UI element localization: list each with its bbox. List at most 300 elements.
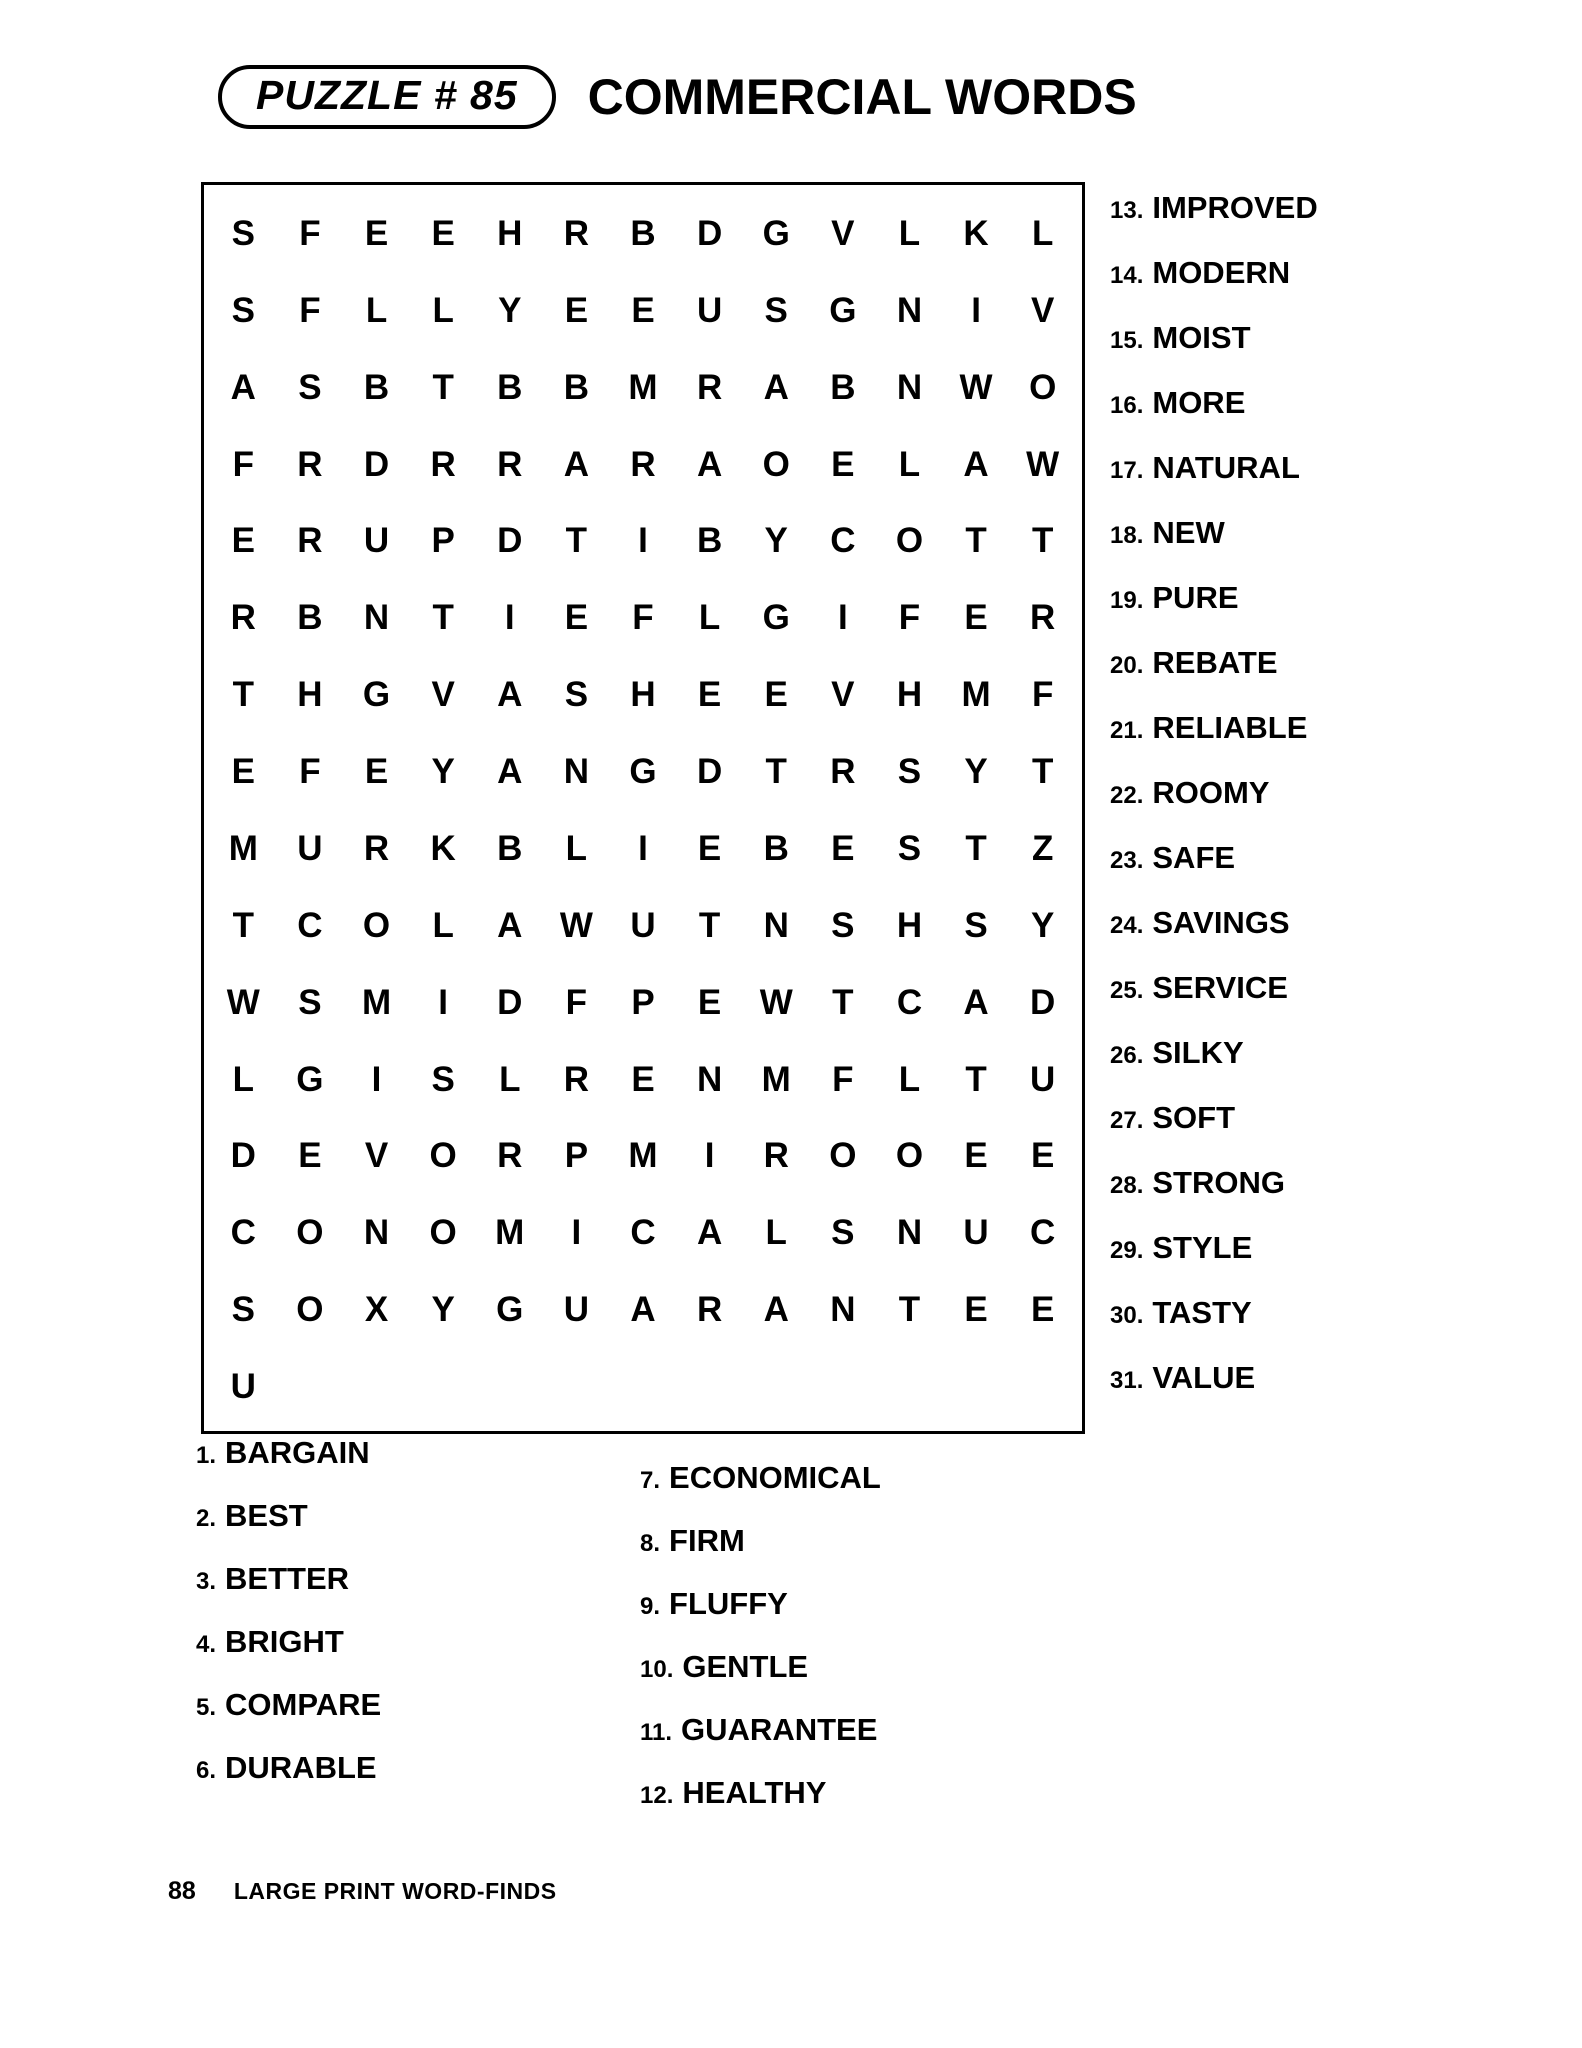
grid-letter: T — [232, 675, 254, 715]
grid-letter: U — [696, 290, 723, 330]
word-list-item — [1110, 190, 1540, 226]
word-list-item-number: 15. — [1110, 327, 1144, 354]
grid-letter: A — [497, 675, 523, 715]
word-list-item — [1110, 775, 1540, 811]
grid-letter: L — [432, 290, 454, 330]
grid-letter: T — [432, 367, 454, 407]
grid-letter: T — [1031, 521, 1054, 561]
grid-letter: M — [628, 367, 658, 407]
grid-letter: Y — [431, 1290, 455, 1330]
grid-letter: E — [831, 444, 855, 484]
grid-letter: R — [696, 367, 723, 407]
grid-letter: D — [497, 521, 523, 561]
grid-letter: E — [231, 521, 255, 561]
word-list-item-number: 28. — [1110, 1172, 1144, 1199]
word-list-item-word: BEST — [225, 1498, 308, 1533]
word-list-item-word: FIRM — [669, 1523, 745, 1558]
word-list-item — [1110, 320, 1540, 356]
grid-letter: U — [297, 828, 323, 868]
grid-letter: E — [697, 982, 722, 1022]
grid-letter: O — [429, 1213, 457, 1253]
word-list-item-word: HEALTHY — [682, 1775, 827, 1810]
grid-letter: C — [630, 1213, 656, 1253]
grid-letter: S — [897, 828, 922, 868]
grid-letter: V — [831, 675, 855, 715]
grid-letter: E — [631, 290, 655, 330]
grid-letter: G — [829, 290, 857, 330]
grid-letter: Y — [431, 752, 455, 792]
word-list-item-word: TASTY — [1152, 1295, 1252, 1330]
word-list-item-word: REBATE — [1152, 645, 1278, 680]
grid-letter: S — [831, 905, 855, 945]
word-list-item-number: 10. — [640, 1656, 674, 1683]
word-list-item — [1110, 710, 1540, 746]
grid-letter: E — [764, 675, 788, 715]
word-list-item-word: STYLE — [1152, 1230, 1253, 1265]
grid-letter: O — [1029, 367, 1057, 407]
word-list-item-word: BETTER — [225, 1561, 350, 1596]
grid-letter: R — [1030, 598, 1056, 638]
grid-letter: B — [497, 828, 523, 868]
grid-letter: B — [363, 367, 390, 407]
grid-letter: L — [765, 1213, 787, 1253]
grid-letter: N — [563, 752, 590, 792]
grid-letter: A — [763, 1290, 789, 1330]
grid-letter: C — [1030, 1213, 1056, 1253]
grid-letter: A — [963, 982, 989, 1022]
grid-letter: I — [638, 828, 648, 868]
word-list-item — [640, 1586, 1040, 1622]
grid-letter: L — [432, 905, 454, 945]
word-list-item-word: NEW — [1152, 515, 1225, 550]
grid-letter: R — [297, 444, 323, 484]
grid-letter: Y — [964, 752, 988, 792]
grid-letter: O — [762, 444, 790, 484]
grid-letter: E — [364, 752, 389, 792]
grid-letter: O — [895, 1136, 924, 1176]
word-list-item — [1110, 1035, 1540, 1071]
grid-letter: V — [831, 213, 855, 253]
word-list-item-number: 27. — [1110, 1107, 1144, 1134]
word-list-item — [1110, 580, 1540, 616]
grid-letter: S — [564, 675, 589, 715]
grid-letter: L — [898, 213, 921, 253]
grid-letter: U — [630, 905, 656, 945]
grid-letter: O — [895, 521, 924, 561]
grid-letter: D — [1030, 982, 1056, 1022]
grid-letter: A — [630, 1290, 656, 1330]
word-list-item-number: 18. — [1110, 522, 1144, 549]
grid-letter: T — [232, 905, 254, 945]
grid-letter: N — [896, 367, 923, 407]
word-search-grid-box — [201, 182, 1085, 1434]
word-list-item-word: GUARANTEE — [681, 1712, 878, 1747]
word-list-item-word: MOIST — [1152, 320, 1251, 355]
grid-letter: T — [1031, 752, 1054, 792]
word-list-item-number: 29. — [1110, 1237, 1144, 1264]
word-list-item-number: 14. — [1110, 262, 1144, 289]
grid-letter: S — [298, 367, 322, 407]
grid-letter: M — [628, 1136, 658, 1176]
grid-letter: R — [230, 598, 256, 638]
word-list-item-number: 8. — [640, 1530, 661, 1557]
word-list-item-number: 21. — [1110, 717, 1144, 744]
grid-letter: R — [363, 828, 390, 868]
grid-letter: B — [497, 367, 523, 407]
grid-letter: S — [897, 752, 922, 792]
grid-letter: S — [298, 982, 322, 1022]
grid-letter: F — [898, 598, 921, 638]
grid-letter: M — [495, 1213, 525, 1253]
grid-letter: S — [231, 1290, 255, 1330]
grid-letter: R — [630, 444, 656, 484]
grid-letter: L — [898, 1059, 921, 1099]
grid-letter: T — [565, 521, 588, 561]
page-number: 88 — [168, 1877, 196, 1905]
grid-letter: O — [296, 1290, 324, 1330]
grid-letter: K — [430, 828, 456, 868]
word-list-item-number: 6. — [196, 1757, 217, 1784]
word-list-item-number: 3. — [196, 1568, 217, 1595]
grid-letter: S — [831, 1213, 855, 1253]
grid-letter: P — [431, 521, 455, 561]
grid-letter: I — [504, 598, 515, 638]
grid-letter: P — [631, 982, 655, 1022]
word-list-item — [1110, 905, 1540, 941]
grid-letter: E — [831, 828, 855, 868]
grid-letter: T — [965, 828, 987, 868]
grid-letter: I — [438, 982, 449, 1022]
grid-letter: O — [829, 1136, 857, 1176]
grid-letter: E — [298, 1136, 322, 1176]
grid-letter: R — [563, 213, 590, 253]
grid-letter: E — [964, 1136, 988, 1176]
grid-letter: D — [230, 1136, 256, 1176]
word-list-item — [1110, 255, 1540, 291]
grid-letter: E — [697, 675, 722, 715]
grid-letter: G — [296, 1059, 324, 1099]
grid-letter: M — [761, 1059, 791, 1099]
grid-letter: R — [696, 1290, 723, 1330]
grid-letter: A — [497, 752, 523, 792]
word-list-column-right — [1110, 190, 1540, 1425]
grid-letter: R — [297, 521, 323, 561]
word-list-item-word: NATURAL — [1152, 450, 1300, 485]
word-list-item — [640, 1775, 1040, 1811]
grid-letter: A — [696, 444, 723, 484]
word-list-item-word: BARGAIN — [225, 1435, 370, 1470]
grid-letter: M — [361, 982, 392, 1022]
grid-letter: D — [696, 752, 723, 792]
grid-letter: S — [964, 905, 988, 945]
grid-letter: R — [830, 752, 856, 792]
grid-letter: B — [630, 213, 656, 253]
grid-letter: C — [896, 982, 923, 1022]
grid-letter: B — [830, 367, 856, 407]
grid-letter: I — [371, 1059, 382, 1099]
grid-letter: R — [497, 1136, 523, 1176]
word-list-item-number: 1. — [196, 1442, 217, 1469]
grid-letter: F — [1031, 675, 1054, 715]
grid-letter: S — [764, 290, 788, 330]
grid-letter: L — [898, 444, 921, 484]
grid-letter: A — [563, 444, 590, 484]
page-footer — [168, 1877, 557, 1906]
grid-letter: P — [564, 1136, 589, 1176]
grid-letter: F — [232, 444, 254, 484]
word-list-item — [640, 1523, 1040, 1559]
grid-letter: C — [830, 521, 856, 561]
word-list-item-number: 30. — [1110, 1302, 1144, 1329]
grid-letter: V — [431, 675, 455, 715]
grid-letter: E — [1031, 1290, 1055, 1330]
page-header — [0, 62, 1582, 132]
grid-letter: N — [896, 1213, 923, 1253]
grid-letter: R — [497, 444, 523, 484]
grid-letter: Y — [498, 290, 522, 330]
word-list-item-word: RELIABLE — [1152, 710, 1308, 745]
grid-letter: F — [299, 213, 321, 253]
word-list-item-number: 7. — [640, 1467, 661, 1494]
grid-letter: M — [961, 675, 991, 715]
word-list-item — [640, 1460, 1040, 1496]
book-title: LARGE PRINT WORD-FINDS — [233, 1878, 557, 1904]
grid-letter: W — [1026, 444, 1060, 484]
grid-letter: R — [430, 444, 456, 484]
grid-letter: E — [697, 828, 722, 868]
grid-letter: B — [763, 828, 789, 868]
grid-letter: G — [496, 1290, 524, 1330]
grid-letter: U — [963, 1213, 989, 1253]
grid-letter: W — [559, 905, 593, 945]
grid-letter: T — [965, 1059, 987, 1099]
grid-letter: E — [1031, 1136, 1055, 1176]
word-list-item-word: STRONG — [1152, 1165, 1285, 1200]
word-list-item — [196, 1561, 526, 1597]
word-list-item — [1110, 1165, 1540, 1201]
grid-letter: N — [896, 290, 923, 330]
grid-letter: I — [638, 521, 648, 561]
word-list-item — [1110, 840, 1540, 876]
grid-letter: W — [226, 982, 260, 1022]
grid-letter: T — [765, 752, 787, 792]
word-list-item-word: SAFE — [1152, 840, 1236, 875]
grid-letter: H — [497, 213, 523, 253]
grid-letter: H — [297, 675, 323, 715]
grid-letter: I — [971, 290, 981, 330]
word-list-item-number: 16. — [1110, 392, 1144, 419]
grid-letter: Y — [1031, 905, 1055, 945]
word-list-item-number: 9. — [640, 1593, 661, 1620]
word-list-item-word: FLUFFY — [669, 1586, 788, 1621]
word-list-item-word: GENTLE — [682, 1649, 809, 1684]
word-list-item — [1110, 1360, 1540, 1396]
word-list-item-number: 2. — [196, 1505, 217, 1532]
grid-letter: U — [230, 1367, 256, 1407]
word-list-item-number: 20. — [1110, 652, 1144, 679]
word-list-item — [196, 1687, 526, 1723]
word-list-column-middle — [640, 1460, 1040, 1838]
word-list-item — [1110, 1230, 1540, 1266]
word-list-item — [1110, 450, 1540, 486]
grid-letter: F — [299, 290, 321, 330]
grid-letter: G — [762, 598, 790, 638]
word-list-item-number: 23. — [1110, 847, 1144, 874]
word-list-item-number: 25. — [1110, 977, 1144, 1004]
grid-letter: O — [429, 1136, 457, 1176]
word-list-item-word: SAVINGS — [1152, 905, 1290, 940]
word-list-item-word: VALUE — [1152, 1360, 1256, 1395]
grid-letter: E — [431, 213, 455, 253]
word-list-item — [196, 1624, 526, 1660]
word-list-item-word: SERVICE — [1152, 970, 1288, 1005]
grid-letter: B — [696, 521, 723, 561]
grid-letter: A — [497, 905, 523, 945]
grid-letter: O — [362, 905, 391, 945]
grid-letter: T — [898, 1290, 921, 1330]
word-list-item-number: 31. — [1110, 1367, 1144, 1394]
word-list-item-word: ROOMY — [1152, 775, 1270, 810]
word-list-item-number: 17. — [1110, 457, 1144, 484]
word-list-item-number: 19. — [1110, 587, 1144, 614]
word-list-item-number: 5. — [196, 1694, 217, 1721]
word-list-item-word: SILKY — [1152, 1035, 1244, 1070]
word-list-item — [1110, 385, 1540, 421]
grid-letter: M — [228, 828, 258, 868]
grid-letter: N — [363, 1213, 390, 1253]
grid-letter: I — [704, 1136, 715, 1176]
grid-letter: F — [565, 982, 588, 1022]
grid-letter: U — [1030, 1059, 1056, 1099]
grid-letter: C — [297, 905, 323, 945]
grid-letter: T — [698, 905, 721, 945]
grid-letter: L — [365, 290, 388, 330]
grid-letter: S — [231, 213, 255, 253]
word-list-item-number: 22. — [1110, 782, 1144, 809]
grid-letter: I — [571, 1213, 582, 1253]
grid-letter: T — [832, 982, 854, 1022]
grid-letter: K — [963, 213, 989, 253]
grid-letter: H — [630, 675, 656, 715]
grid-letter: L — [232, 1059, 254, 1099]
grid-letter: F — [832, 1059, 854, 1099]
grid-letter: O — [296, 1213, 324, 1253]
puzzle-number-badge: PUZZLE # 85 — [218, 65, 556, 129]
grid-letter: I — [837, 598, 848, 638]
grid-letter: A — [696, 1213, 723, 1253]
grid-letter: G — [762, 213, 790, 253]
grid-letter: N — [696, 1059, 723, 1099]
grid-letter: Z — [1031, 828, 1054, 868]
word-list-column-left — [196, 1435, 526, 1813]
grid-letter: R — [563, 1059, 590, 1099]
grid-letter: H — [896, 905, 923, 945]
grid-letter: V — [1031, 290, 1055, 330]
grid-letter: N — [363, 598, 390, 638]
word-list-item — [196, 1498, 526, 1534]
grid-letter: A — [763, 367, 789, 407]
word-list-item-number: 4. — [196, 1631, 217, 1658]
grid-letter: T — [432, 598, 454, 638]
grid-letter: A — [963, 444, 989, 484]
word-list-item — [1110, 515, 1540, 551]
grid-letter: E — [364, 213, 389, 253]
word-list-item-number: 11. — [640, 1719, 673, 1746]
grid-letter: E — [631, 1059, 655, 1099]
grid-letter: C — [230, 1213, 256, 1253]
word-list-item-number: 12. — [640, 1782, 674, 1809]
grid-letter: A — [230, 367, 256, 407]
grid-letter: S — [431, 1059, 455, 1099]
grid-letter: D — [363, 444, 390, 484]
grid-letter: T — [965, 521, 987, 561]
grid-letter: W — [959, 367, 993, 407]
word-list-item-word: DURABLE — [225, 1750, 377, 1785]
word-list-item — [1110, 1100, 1540, 1136]
grid-letter: E — [564, 290, 589, 330]
word-list-item-word: PURE — [1152, 580, 1239, 615]
word-list-item — [1110, 645, 1540, 681]
grid-letter: L — [499, 1059, 521, 1099]
grid-letter: N — [830, 1290, 856, 1330]
word-list-item-word: BRIGHT — [225, 1624, 344, 1659]
grid-letter: V — [364, 1136, 389, 1176]
grid-letter: D — [696, 213, 723, 253]
word-list-item-word: IMPROVED — [1152, 190, 1318, 225]
grid-letter: E — [964, 1290, 988, 1330]
word-list-item-word: MODERN — [1152, 255, 1291, 290]
word-list-item — [196, 1750, 526, 1786]
page-title: COMMERCIAL WORDS — [587, 69, 1137, 125]
grid-letter: B — [297, 598, 323, 638]
grid-letter: G — [629, 752, 657, 792]
word-list-item-word: ECONOMICAL — [669, 1460, 881, 1495]
word-list-item-number: 24. — [1110, 912, 1144, 939]
grid-letter: E — [231, 752, 255, 792]
grid-letter: L — [698, 598, 721, 638]
grid-letter: D — [497, 982, 523, 1022]
word-list-item — [1110, 970, 1540, 1006]
grid-letter: N — [763, 905, 789, 945]
word-list-item — [1110, 1295, 1540, 1331]
grid-letter: E — [564, 598, 589, 638]
word-list-item-word: SOFT — [1152, 1100, 1236, 1135]
word-list-item — [640, 1712, 1040, 1748]
grid-letter: Y — [764, 521, 788, 561]
word-list-item — [640, 1649, 1040, 1685]
grid-letter: E — [964, 598, 988, 638]
grid-letter: G — [362, 675, 391, 715]
grid-letter: U — [563, 1290, 590, 1330]
grid-letter: U — [363, 521, 390, 561]
grid-letter: F — [632, 598, 654, 638]
word-list-item-number: 13. — [1110, 197, 1144, 224]
grid-letter: L — [565, 828, 588, 868]
grid-letter: H — [896, 675, 923, 715]
word-list-item-number: 26. — [1110, 1042, 1144, 1069]
word-list-item-word: MORE — [1152, 385, 1246, 420]
grid-letter: X — [364, 1290, 389, 1330]
word-list-item — [196, 1435, 526, 1471]
grid-letter: W — [759, 982, 793, 1022]
grid-letter: B — [563, 367, 590, 407]
grid-letter: F — [299, 752, 321, 792]
word-list-item-word: COMPARE — [225, 1687, 382, 1722]
letter-grid — [204, 185, 1082, 1431]
grid-letter: R — [763, 1136, 789, 1176]
grid-letter: S — [231, 290, 255, 330]
grid-letter: L — [1031, 213, 1054, 253]
